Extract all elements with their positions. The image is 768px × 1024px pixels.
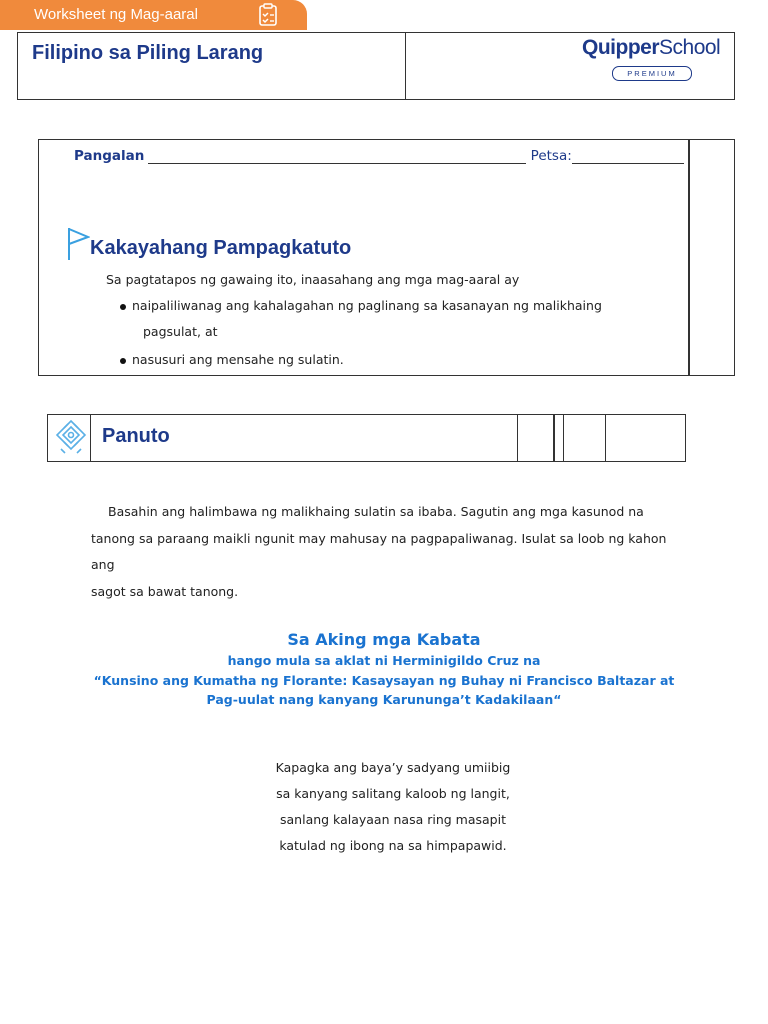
instructions-text xyxy=(91,499,691,605)
tab-label: Worksheet ng Mag-aaral xyxy=(34,6,198,23)
instructions-line-2: tanong sa paraang maikli ngunit may mahusay na pagpapaliwanag. Isulat sa loob ng kahon ang xyxy=(91,530,667,572)
poem-verse-line: Kapagka ang baya’y sadyang umiibig xyxy=(275,760,511,775)
panuto-divider xyxy=(563,414,564,462)
poem-verse-line: sanlang kalayaan nasa ring masapit xyxy=(280,812,506,827)
bullet-1-text: naipaliliwanag ang kahalagahan ng paglinang sa kasanayan ng malikhaing xyxy=(132,298,602,313)
premium-badge: PREMIUM xyxy=(612,66,692,81)
quipper-logo xyxy=(582,36,720,60)
subject-title: Filipino sa Piling Larang xyxy=(32,42,264,64)
date-label: Petsa: xyxy=(530,148,572,164)
panuto-divider xyxy=(90,414,91,462)
poem-source-line-2: “Kunsino ang Kumatha ng Florante: Kasaysayan ng Buhay ni Francisco Baltazar at xyxy=(93,673,675,688)
objectives-title: Kakayahang Pampagkatuto xyxy=(90,237,352,259)
instructions-line-1: Basahin ang halimbawa ng malikhaing sulatin sa ibaba. Sagutin ang mga kasunod na xyxy=(108,504,644,519)
name-field[interactable] xyxy=(148,149,526,164)
objective-bullet-1 xyxy=(120,298,602,313)
name-date-row xyxy=(74,148,684,164)
objectives-intro: Sa pagtatapos ng gawaing ito, inaasahang ang mga mag-aaral ay xyxy=(106,272,520,287)
panuto-divider xyxy=(605,414,606,462)
bullet-dot xyxy=(120,304,126,310)
bullet-2-text: nasusuri ang mensahe ng sulatin. xyxy=(132,352,344,367)
logo-light: School xyxy=(659,36,721,59)
puzzle-icon xyxy=(55,419,87,455)
name-label: Pangalan xyxy=(74,148,145,164)
poem-verse-line: katulad ng ibong na sa himpapawid. xyxy=(279,838,507,853)
panuto-divider xyxy=(517,414,518,462)
poem-source-line-3: Pag-uulat nang kanyang Karununga’t Kadakilaan“ xyxy=(206,692,562,707)
clipboard-check-icon xyxy=(258,3,278,27)
poem-verse-line: sa kanyang salitang kaloob ng langit, xyxy=(276,786,510,801)
poem-title: Sa Aking mga Kabata xyxy=(287,630,481,649)
bullet-dot xyxy=(120,358,126,364)
logo-bold: Quipper xyxy=(582,36,660,59)
date-field[interactable] xyxy=(572,149,684,164)
flag-icon xyxy=(66,226,90,262)
objective-bullet-1-cont: pagsulat, at xyxy=(143,324,218,339)
objective-bullet-2 xyxy=(120,352,344,367)
poem-source-line-1: hango mula sa aklat ni Herminigildo Cruz na xyxy=(227,653,541,668)
panuto-divider xyxy=(553,414,555,462)
header-divider xyxy=(405,32,406,100)
instructions-line-3: sagot sa bawat tanong. xyxy=(91,583,239,599)
panuto-title: Panuto xyxy=(102,425,170,447)
objectives-divider xyxy=(688,139,690,376)
